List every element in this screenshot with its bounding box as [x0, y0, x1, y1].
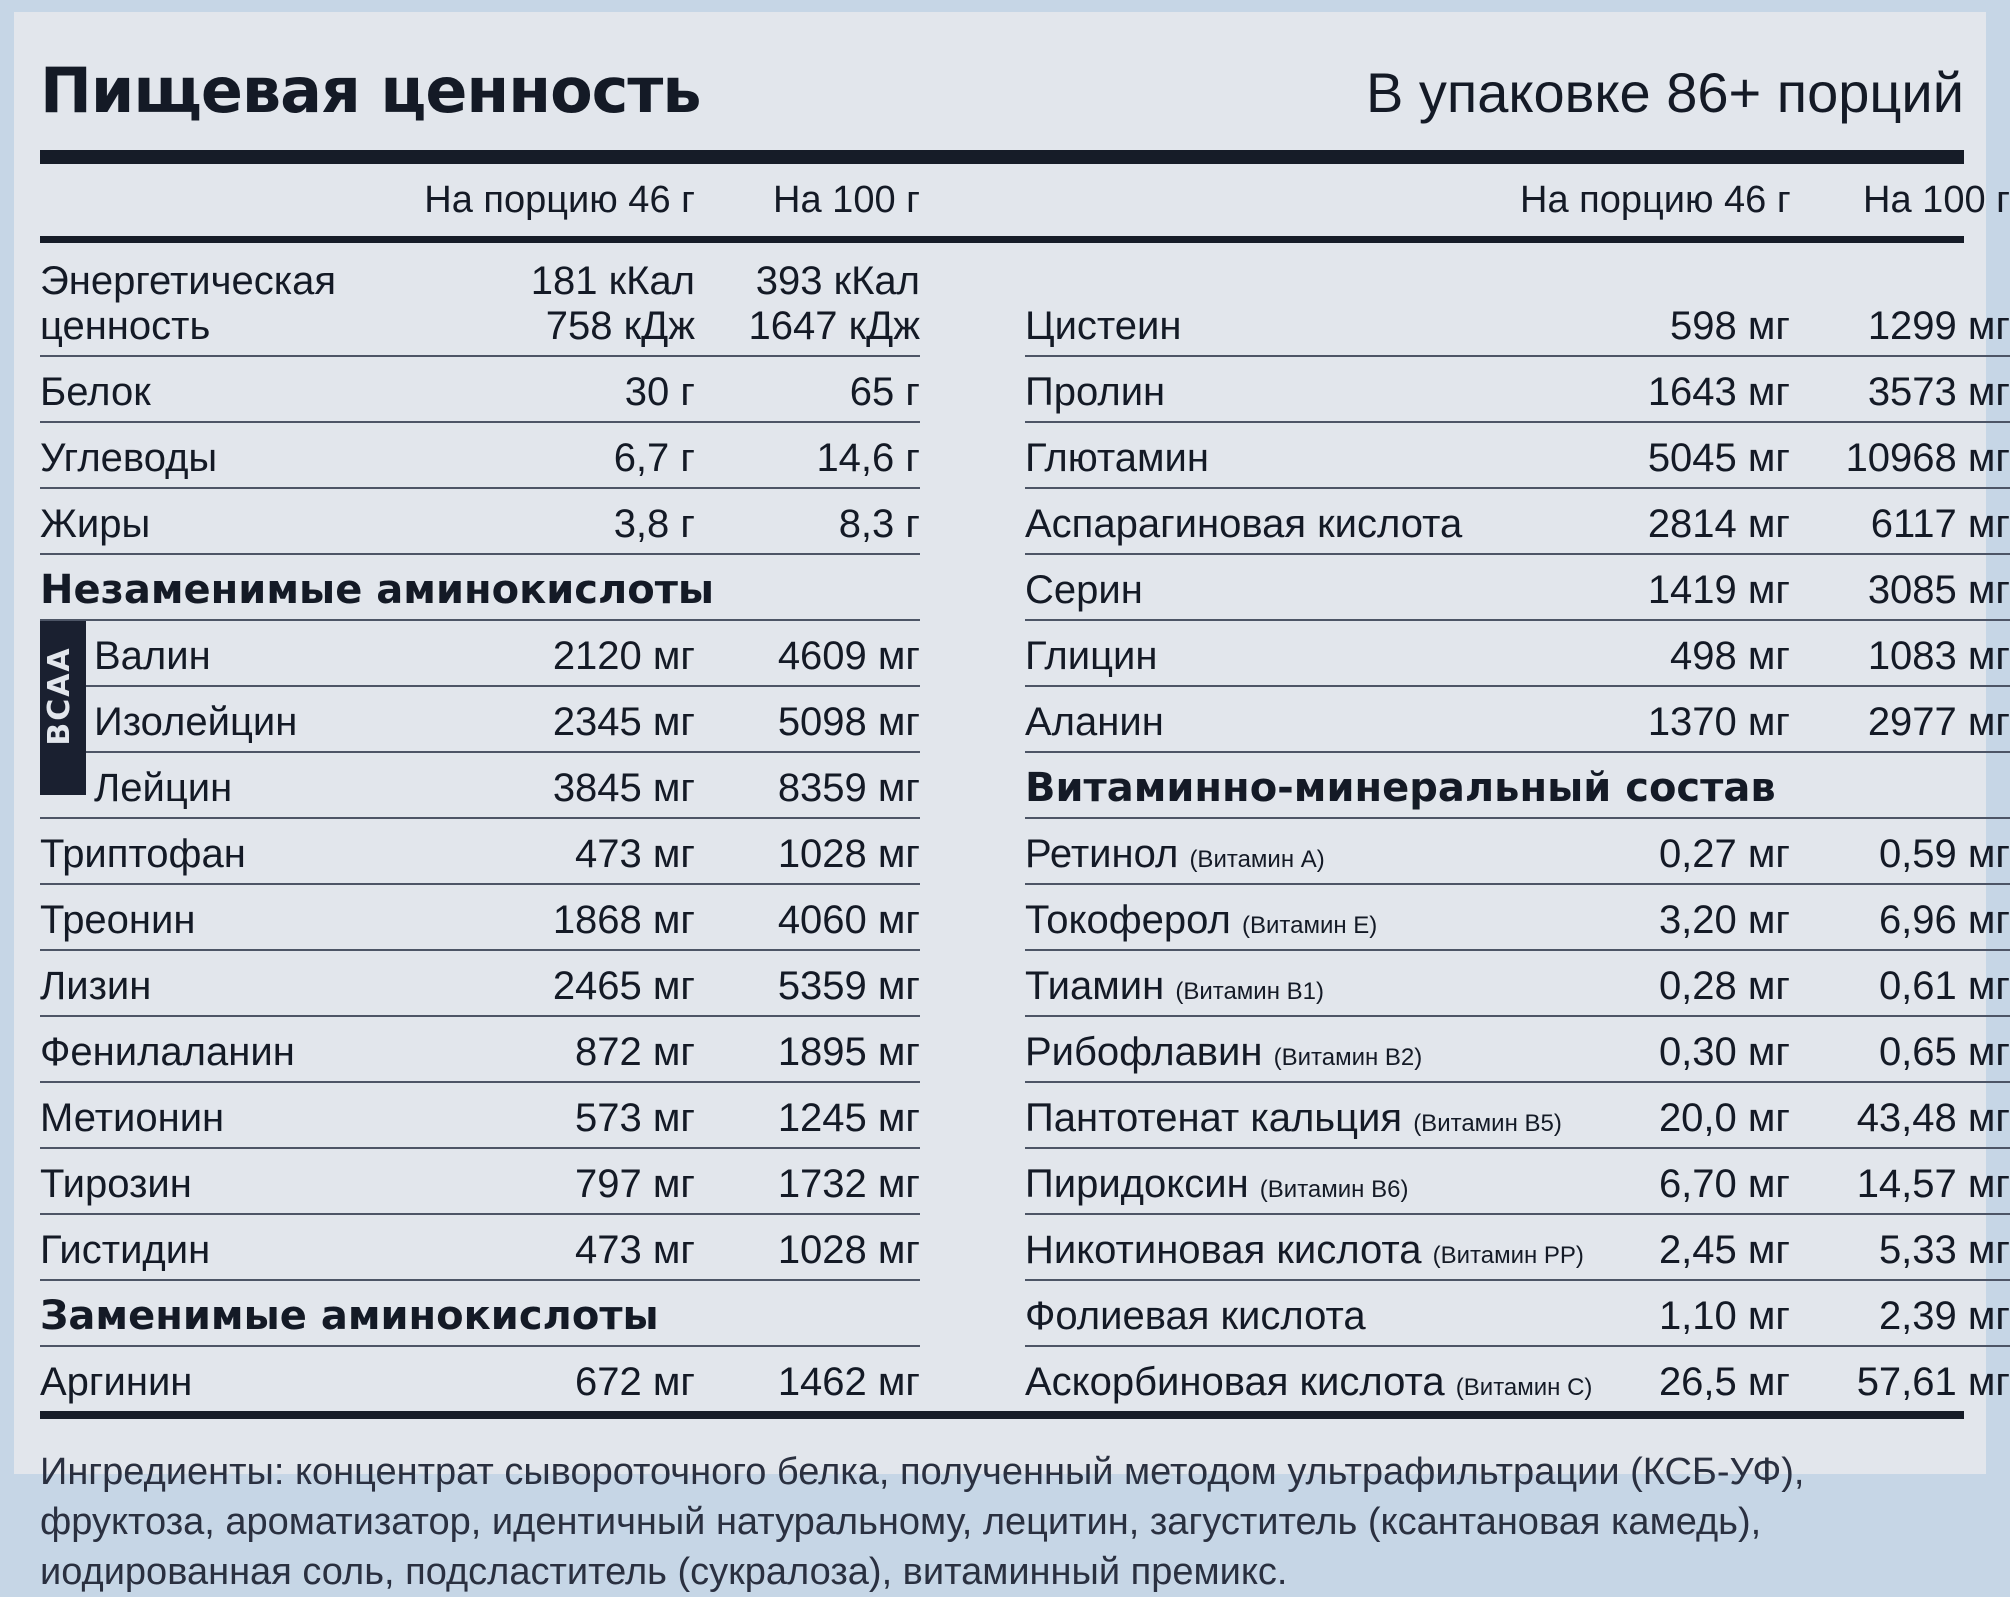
energy-per100-kj: 1647 кДж	[748, 304, 920, 348]
nutrient-per100-value: 1895 мг	[695, 1016, 920, 1082]
section-heading: Витаминно-минеральный состав	[1025, 752, 2010, 818]
table-row	[40, 950, 2010, 1016]
label-header	[40, 42, 1964, 150]
energy-name-line2: ценность	[40, 304, 211, 348]
nutrient-name: Жиры	[40, 488, 410, 554]
nutrient-serving-value: 2345 мг	[410, 686, 695, 752]
top-rule	[40, 150, 1964, 164]
bcaa-nutrient-name: Лейцин	[94, 766, 233, 810]
nutrient-per100-value: 3573 мг	[1790, 356, 2010, 422]
bcaa-nutrient-name: Изолейцин	[94, 700, 298, 744]
nutrient-per100-value: 0,61 мг	[1790, 950, 2010, 1016]
table-row	[40, 1280, 2010, 1346]
nutrient-per100-value: 0,59 мг	[1790, 818, 2010, 884]
nutrient-name-text: Пролин	[1025, 370, 1166, 414]
energy-name	[40, 243, 410, 356]
vitamin-note: (Витамин В6)	[1259, 1176, 1409, 1203]
nutrient-per100-value: 65 г	[695, 356, 920, 422]
nutrient-per100-value: 5098 мг	[695, 686, 920, 752]
nutrient-name	[1025, 422, 1520, 488]
nutrient-name-text: Фолиевая кислота	[1025, 1294, 1366, 1338]
nutrient-serving-value: 1370 мг	[1520, 686, 1790, 752]
vitamin-note: (Витамин В1)	[1175, 978, 1324, 1005]
nutrient-serving-value: 1868 мг	[410, 884, 695, 950]
nutrient-name	[1025, 884, 1520, 950]
nutrient-name: Углеводы	[40, 422, 410, 488]
header-per-serving-left: На порцию 46 г	[424, 178, 695, 221]
nutrient-name	[1025, 686, 1520, 752]
nutrient-serving-value: 1419 мг	[1520, 554, 1790, 620]
nutrient-name-text: Глютамин	[1025, 436, 1209, 480]
nutrient-name: Треонин	[40, 884, 410, 950]
table-row	[40, 884, 2010, 950]
table-row	[40, 686, 2010, 752]
nutrient-per100-value: 2,39 мг	[1790, 1280, 2010, 1346]
nutrient-per100-value: 4609 мг	[695, 620, 920, 686]
nutrient-serving-value: 473 мг	[410, 818, 695, 884]
nutrient-name-text: Серин	[1025, 568, 1143, 612]
nutrient-name	[1025, 1148, 1520, 1214]
nutrient-per100-value: 8,3 г	[695, 488, 920, 554]
nutrient-name	[1025, 818, 1520, 884]
table-row	[40, 1016, 2010, 1082]
nutrient-name-text: Глицин	[1025, 634, 1158, 678]
energy-serving-kj: 758 кДж	[545, 304, 695, 348]
section-heading: Заменимые аминокислоты	[40, 1280, 920, 1346]
nutrient-name: Тирозин	[40, 1148, 410, 1214]
nutrient-name-text: Тиамин	[1025, 964, 1165, 1008]
nutrition-table	[40, 243, 2010, 1411]
nutrient-name	[1025, 243, 1520, 356]
nutrient-per100-value: 1083 мг	[1790, 620, 2010, 686]
nutrient-serving-value: 2814 мг	[1520, 488, 1790, 554]
table-row	[40, 752, 2010, 818]
bcaa-nutrient-name: Валин	[94, 634, 211, 678]
nutrient-per100-value: 1028 мг	[695, 1214, 920, 1280]
nutrient-name-text: Аскорбиновая кислота	[1025, 1360, 1445, 1404]
table-row	[40, 488, 2010, 554]
nutrient-serving-value: 6,70 мг	[1520, 1148, 1790, 1214]
nutrient-serving-value: 26,5 мг	[1658, 1360, 1790, 1404]
nutrient-serving-value: 0,28 мг	[1520, 950, 1790, 1016]
vitamin-note: (Витамин Е)	[1241, 912, 1378, 939]
nutrient-per100-value: 1245 мг	[695, 1082, 920, 1148]
nutrient-per100-value: 5,33 мг	[1790, 1214, 2010, 1280]
nutrient-name	[1025, 1214, 1584, 1280]
nutrient-name: Фенилаланин	[40, 1016, 410, 1082]
nutrient-name	[1025, 1082, 1562, 1148]
header-rule	[40, 236, 1964, 243]
nutrient-serving-value: 6,7 г	[410, 422, 695, 488]
nutrient-per100-value: 3085 мг	[1790, 554, 2010, 620]
nutrient-per100-value: 1462 мг	[777, 1360, 920, 1404]
nutrient-name-text: Аланин	[1025, 700, 1164, 744]
energy-serving	[410, 243, 695, 356]
header-per-100-left: На 100 г	[773, 178, 920, 221]
nutrient-name	[40, 752, 410, 818]
nutrient-name	[1025, 1346, 1593, 1411]
vitamin-note: (Витамин В5)	[1413, 1110, 1562, 1137]
nutrient-serving-value: 5045 мг	[1520, 422, 1790, 488]
nutrition-label	[14, 12, 2010, 1593]
nutrient-name-text: Токоферол	[1025, 898, 1231, 942]
table-row	[40, 243, 2010, 356]
nutrient-serving-value: 2,45 мг	[1520, 1214, 1790, 1280]
nutrient-per100-value: 43,48 мг	[1790, 1082, 2010, 1148]
nutrient-per100-value: 6117 мг	[1790, 488, 2010, 554]
nutrient-per100-value: 10968 мг	[1790, 422, 2010, 488]
header-per-100-right: На 100 г	[1863, 178, 2010, 221]
energy-name-line1: Энергетическая	[40, 259, 336, 303]
nutrient-name	[1025, 554, 1520, 620]
nutrient-serving-value: 3845 мг	[410, 752, 695, 818]
nutrient-per100-value: 57,61 мг	[1856, 1360, 2010, 1404]
nutrient-serving-value: 1643 мг	[1520, 356, 1790, 422]
energy-per100-kcal: 393 кКал	[755, 259, 920, 303]
table-row	[40, 1346, 2010, 1411]
nutrient-per100-value: 4060 мг	[695, 884, 920, 950]
nutrient-name-text: Рибофлавин	[1025, 1030, 1263, 1074]
nutrient-name: Аргинин	[40, 1360, 193, 1404]
nutrient-name-text: Никотиновая кислота	[1025, 1228, 1422, 1272]
table-row	[40, 620, 2010, 686]
column-header-row	[40, 164, 2010, 236]
bottom-rule	[40, 1411, 1964, 1419]
vitamin-note: (Витамин С)	[1455, 1374, 1593, 1401]
nutrient-serving-value: 598 мг	[1520, 243, 1790, 356]
nutrient-per100-value: 2977 мг	[1790, 686, 2010, 752]
energy-serving-kcal: 181 кКал	[530, 259, 695, 303]
nutrient-name-text: Аспарагиновая кислота	[1025, 502, 1463, 546]
nutrient-name: Триптофан	[40, 818, 410, 884]
nutrient-per100-value: 0,65 мг	[1790, 1016, 2010, 1082]
nutrient-name	[1025, 620, 1520, 686]
nutrient-name	[1025, 488, 1520, 554]
table-row	[40, 818, 2010, 884]
nutrient-name	[1025, 1280, 1520, 1346]
nutrient-per100-value: 14,57 мг	[1790, 1148, 2010, 1214]
nutrient-per100-value: 5359 мг	[695, 950, 920, 1016]
vitamin-note: (Витамин РР)	[1432, 1242, 1584, 1269]
nutrient-serving-value: 498 мг	[1520, 620, 1790, 686]
nutrient-name	[1025, 1016, 1520, 1082]
nutrient-per100-value: 14,6 г	[695, 422, 920, 488]
nutrient-per100-value: 1299 мг	[1790, 243, 2010, 356]
nutrient-name-text: Ретинол	[1025, 832, 1179, 876]
nutrient-name: Белок	[40, 356, 410, 422]
nutrient-name: Метионин	[40, 1082, 410, 1148]
nutrient-serving-value: 0,30 мг	[1520, 1016, 1790, 1082]
nutrient-serving-value: 0,27 мг	[1520, 818, 1790, 884]
label-title: Пищевая ценность	[40, 54, 701, 127]
nutrient-name	[1025, 356, 1520, 422]
nutrient-name: Гистидин	[40, 1214, 410, 1280]
nutrient-name-text: Пиридоксин	[1025, 1162, 1249, 1206]
nutrient-serving-value: 1,10 мг	[1520, 1280, 1790, 1346]
table-row	[40, 356, 2010, 422]
nutrient-serving-value: 672 мг	[575, 1360, 695, 1404]
table-row	[40, 1214, 2010, 1280]
table-row	[40, 422, 2010, 488]
vitamin-note: (Витамин В2)	[1273, 1044, 1423, 1071]
nutrient-per100-value: 8359 мг	[695, 752, 920, 818]
nutrient-serving-value: 3,20 мг	[1520, 884, 1790, 950]
table-row	[40, 1148, 2010, 1214]
nutrient-serving-value: 872 мг	[410, 1016, 695, 1082]
nutrient-serving-value: 797 мг	[410, 1148, 695, 1214]
nutrient-serving-value: 573 мг	[410, 1082, 695, 1148]
nutrient-serving-value: 30 г	[410, 356, 695, 422]
nutrient-serving-value: 3,8 г	[410, 488, 695, 554]
table-row	[40, 1082, 2010, 1148]
vitamin-note: (Витамин А)	[1189, 846, 1325, 873]
nutrient-per100-value: 1028 мг	[695, 818, 920, 884]
nutrient-name	[40, 686, 410, 752]
nutrient-per100-value: 1732 мг	[695, 1148, 920, 1214]
energy-per100	[695, 243, 920, 356]
nutrient-serving-value: 2465 мг	[410, 950, 695, 1016]
nutrient-name	[1025, 950, 1520, 1016]
nutrient-serving-value: 473 мг	[410, 1214, 695, 1280]
nutrient-serving-value: 20,0 мг	[1520, 1082, 1790, 1148]
section-heading: Незаменимые аминокислоты	[40, 554, 920, 620]
header-per-serving-right: На порцию 46 г	[1520, 178, 1791, 221]
servings-count: В упаковке 86+ порций	[1365, 61, 1964, 124]
bcaa-label: BCAA	[42, 646, 77, 746]
nutrient-name-text: Пантотенат кальция	[1025, 1096, 1403, 1140]
table-row	[40, 554, 2010, 620]
nutrient-name-text: Цистеин	[1025, 304, 1182, 348]
ingredients-text: Ингредиенты: концентрат сывороточного белка, полученный методом ультрафильтрации (КСБ-УФ), фруктоза, ароматизатор, идентичный натуральному, лецитин, загуститель (ксантановая камедь), иодированная соль, подсластитель (сукралоза), витаминный премикс.	[40, 1451, 1805, 1593]
nutrient-per100-value: 6,96 мг	[1790, 884, 2010, 950]
nutrient-name: Лизин	[40, 950, 410, 1016]
nutrient-serving-value: 2120 мг	[410, 620, 695, 686]
